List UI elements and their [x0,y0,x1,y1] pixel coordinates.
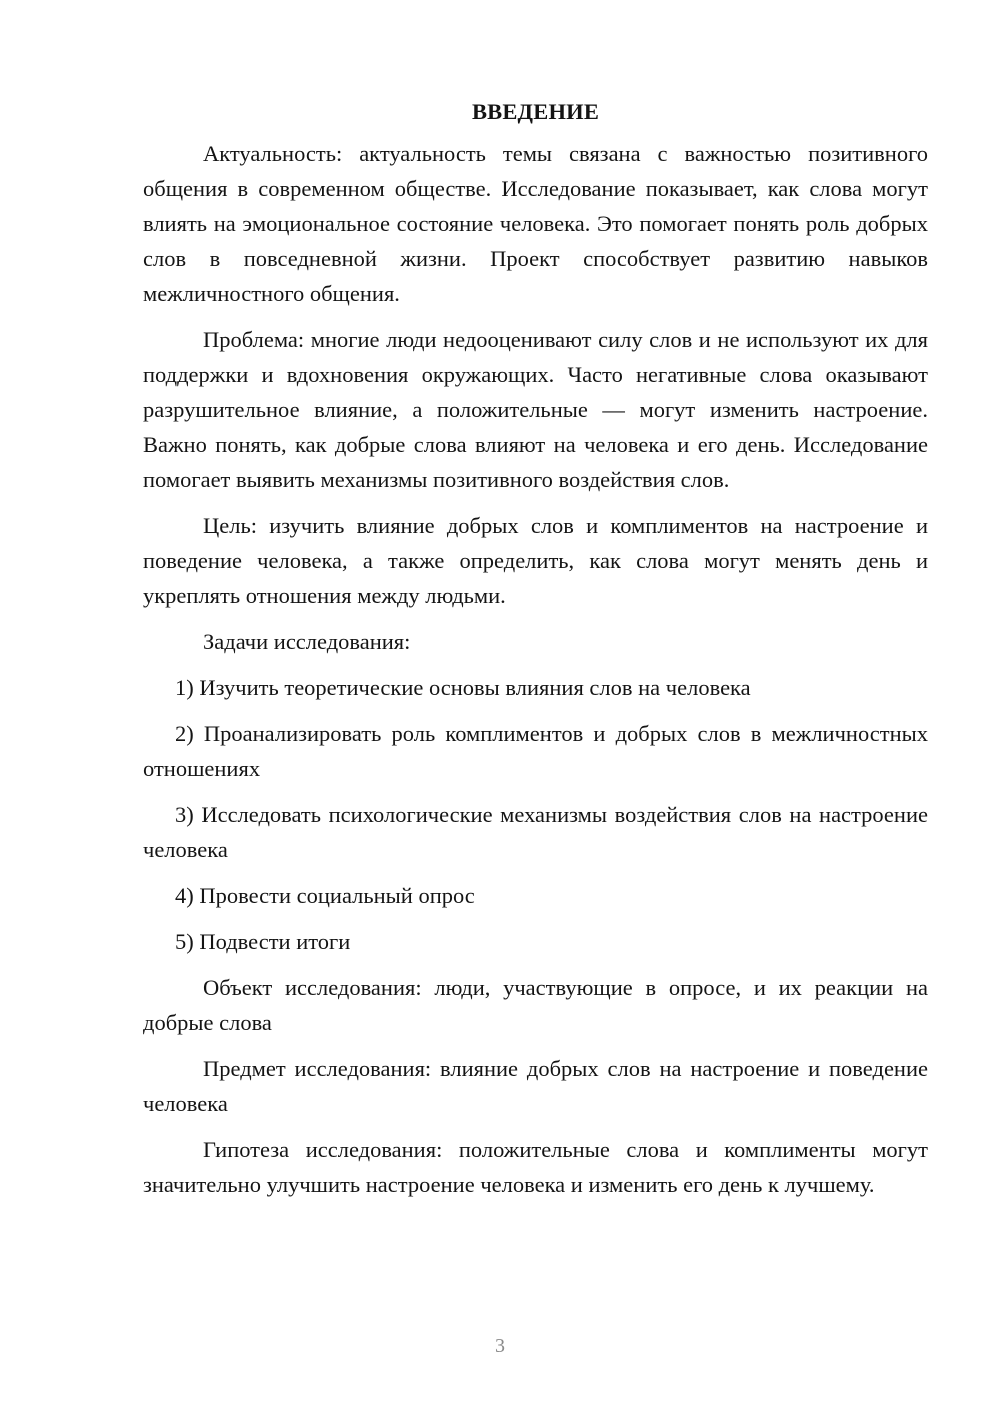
goal-paragraph: Цель: изучить влияние добрых слов и комплиментов на настроение и поведение человека, а также определить, как слова могут менять день и укреплять отношения между людьми. [143,513,928,608]
page-content [143,94,928,1213]
task-item-1: 1) Изучить теоретические основы влияния слов на человека [175,675,751,700]
tasks-heading: Задачи исследования: [203,629,411,654]
object-paragraph: Объект исследования: люди, участвующие в опросе, и их реакции на добрые слова [143,975,928,1035]
hypothesis-paragraph: Гипотеза исследования: положительные слова и комплименты могут значительно улучшить настроение человека и изменить его день к лучшему. [143,1137,928,1197]
relevance-paragraph: Актуальность: актуальность темы связана с важностью позитивного общения в современном обществе. Исследование показывает, как слова могут влиять на эмоциональное состояние человека. Это помогает понять роль добрых слов в повседневной жизни. Проект способствует развитию навыков межличностного общения. [143,141,928,306]
subject-paragraph: Предмет исследования: влияние добрых слов на настроение и поведение человека [143,1056,928,1116]
problem-paragraph: Проблема: многие люди недооценивают силу слов и не используют их для поддержки и вдохновения окружающих. Часто негативные слова оказывают разрушительное влияние, а положительные — могут изменить настроение. Важно понять, как добрые слова влияют на человека и его день. Исследование помогает выявить механизмы позитивного воздействия слов. [143,327,928,492]
page-number: 3 [495,1335,505,1357]
section-title: ВВЕДЕНИЕ [471,99,600,124]
task-item-3: 3) Исследовать психологические механизмы воздействия слов на настроение человека [143,802,928,862]
task-item-5: 5) Подвести итоги [175,929,351,954]
task-item-4: 4) Провести социальный опрос [175,883,475,908]
task-item-2: 2) Проанализировать роль комплиментов и добрых слов в межличностных отношениях [143,721,928,781]
